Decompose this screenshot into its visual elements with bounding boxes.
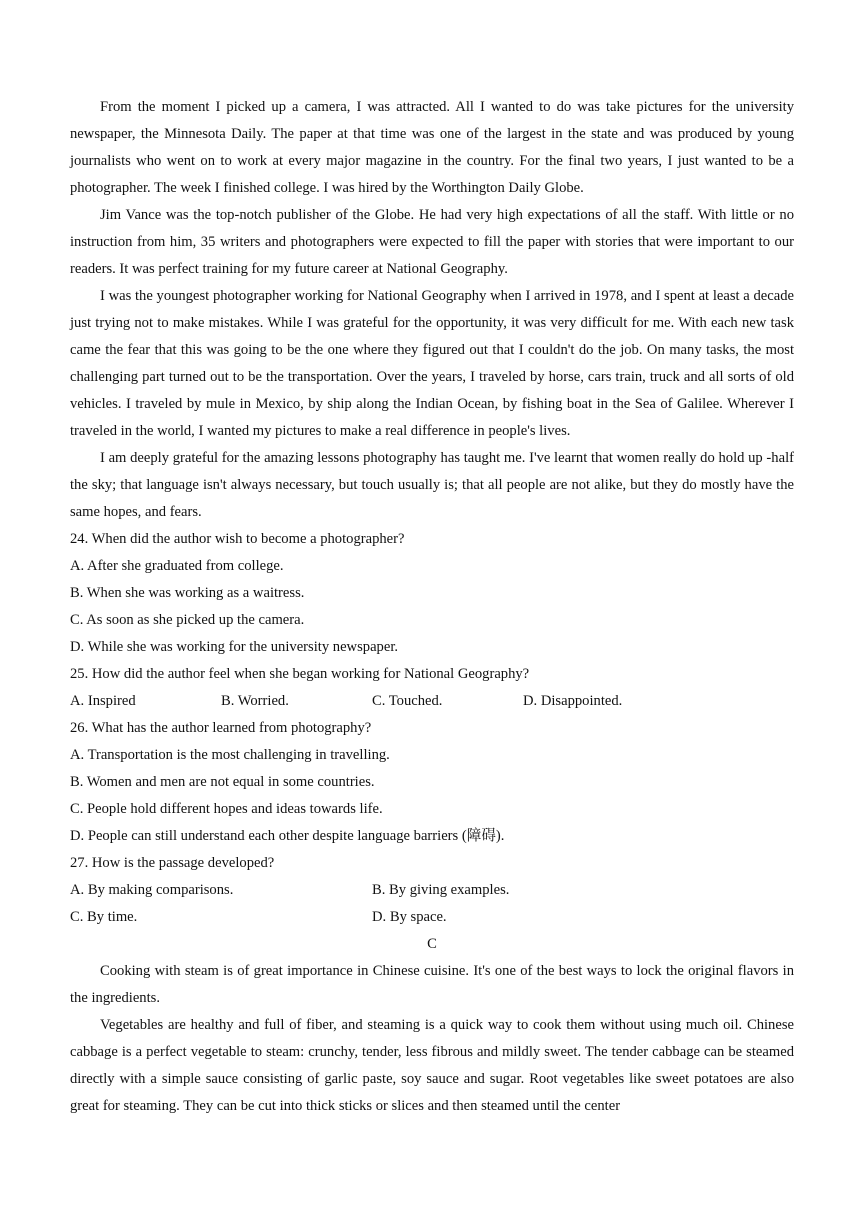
question-25-option-b: B. Worried.: [221, 693, 289, 709]
question-25-stem: 25. How did the author feel when she began working for National Geography?: [70, 666, 530, 682]
passage-b-paragraph-3: I was the youngest photographer working for National Geography when I arrived in 1978, and I spent at least a decade just trying not to make mistakes. While I was grateful for the opportunity, it was very difficult for me. With each new task came the fear that this was going to be the one where they figured out that I couldn't do the job. On many tasks, the most challenging part turned out to be the transportation. Over the years, I traveled by horse, cars train, truck and all sorts of old vehicles. I traveled by mule in Mexico, by ship along the Indian Ocean, by fishing boat in the Sea of Galilee. Wherever I traveled in the world, I wanted my pictures to make a real difference in people's lives.: [70, 288, 794, 439]
question-25-option-a: A. Inspired: [70, 693, 136, 709]
passage-b-paragraph-4: I am deeply grateful for the amazing lessons photography has taught me. I've learnt that women really do hold up -half the sky; that language isn't always necessary, but touch usually is; that all people are not alike, but they do mostly have the same hopes, and fears.: [70, 450, 794, 520]
question-24-option-a: A. After she graduated from college.: [70, 558, 284, 574]
passage-c-paragraph-2: Vegetables are healthy and full of fiber, and steaming is a quick way to cook them without using much oil. Chinese cabbage is a perfect vegetable to steam: crunchy, tender, less fibrous and mildly sweet. The tender cabbage can be steamed directly with a simple sauce consisting of garlic paste, soy sauce and sugar. Root vegetables like sweet potatoes are also great for steaming. They can be cut into thick sticks or slices and then steamed until the center: [70, 1017, 794, 1114]
passage-c-title: C: [427, 936, 437, 952]
question-27-stem: 27. How is the passage developed?: [70, 855, 275, 871]
question-27-option-a: A. By making comparisons.: [70, 882, 234, 898]
question-27-option-d: D. By space.: [372, 909, 447, 925]
question-26-stem: 26. What has the author learned from photography?: [70, 720, 372, 736]
question-27-options-row-2: [70, 904, 794, 931]
question-24-stem: 24. When did the author wish to become a photographer?: [70, 531, 405, 547]
document-page: [70, 94, 794, 1120]
question-27-option-c: C. By time.: [70, 909, 138, 925]
question-24-option-d: D. While she was working for the university newspaper.: [70, 639, 399, 655]
question-24-option-c: C. As soon as she picked up the camera.: [70, 612, 305, 628]
question-24-option-b: B. When she was working as a waitress.: [70, 585, 305, 601]
passage-b-paragraph-1: From the moment I picked up a camera, I was attracted. All I wanted to do was take pictures for the university newspaper, the Minnesota Daily. The paper at that time was one of the largest in the state and was produced by young journalists who went on to work at every major magazine in the country. For the final two years, I just wanted to be a photographer. The week I finished college. I was hired by the Worthington Daily Globe.: [70, 99, 794, 196]
question-25-option-d: D. Disappointed.: [523, 693, 623, 709]
question-26-option-b: B. Women and men are not equal in some countries.: [70, 774, 375, 790]
passage-c-paragraph-1: Cooking with steam is of great importance in Chinese cuisine. It's one of the best ways to lock the original flavors in the ingredients.: [70, 963, 794, 1006]
question-27-options-row-1: [70, 877, 794, 904]
passage-b-paragraph-2: Jim Vance was the top-notch publisher of the Globe. He had very high expectations of all the staff. With little or no instruction from him, 35 writers and photographers were expected to fill the paper with stories that were important to our readers. It was perfect training for my future career at National Geography.: [70, 207, 794, 277]
question-26-option-a: A. Transportation is the most challenging in travelling.: [70, 747, 390, 763]
question-25-options: [70, 688, 794, 715]
question-25-option-c: C. Touched.: [372, 693, 443, 709]
question-26-option-d: D. People can still understand each other despite language barriers (障碍).: [70, 828, 505, 844]
question-26-option-c: C. People hold different hopes and ideas towards life.: [70, 801, 383, 817]
question-27-option-b: B. By giving examples.: [372, 882, 510, 898]
